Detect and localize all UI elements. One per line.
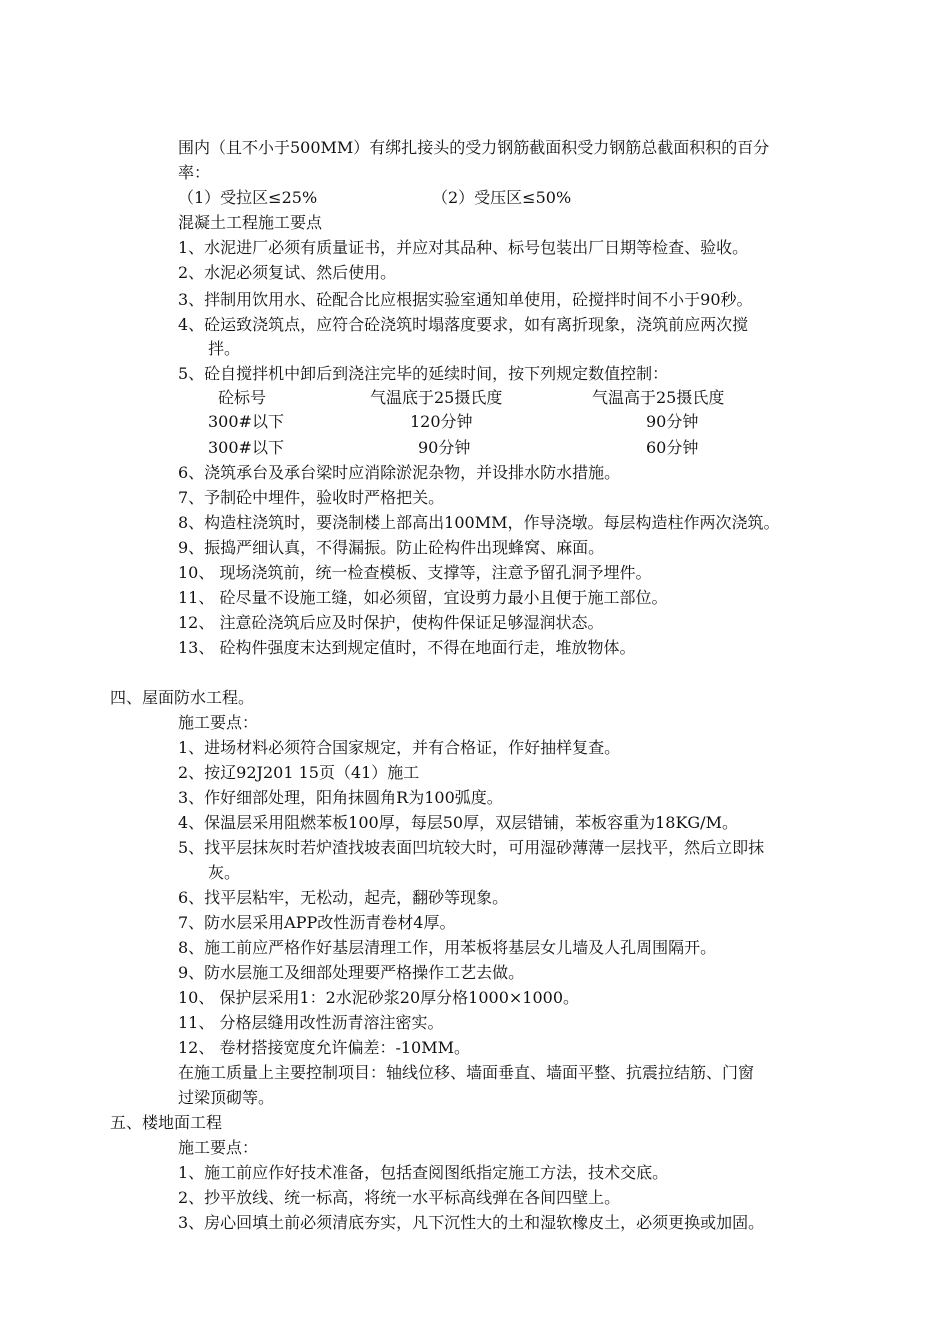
compression-zone-ratio: （2）受压区≤50% [432,188,572,207]
section-subheading: 施工要点： [178,713,259,732]
section-subheading: 施工要点： [178,1138,259,1157]
list-item-continuation: 灰。 [208,863,241,882]
table-header: 气温高于25摄氏度 [592,388,725,407]
section-heading: 混凝土工程施工要点 [178,213,323,232]
section-title: 四、屋面防水工程。 [110,688,255,707]
table-cell: 120分钟 [410,412,473,431]
list-item: 13、 砼构件强度末达到规定值时，不得在地面行走，堆放物体。 [178,638,636,657]
list-item: 9、振捣严细认真，不得漏振。防止砼构件出现蜂窝、麻面。 [178,538,605,557]
list-item: 1、施工前应作好技术准备，包括查阅图纸指定施工方法，技术交底。 [178,1163,669,1182]
table-cell: 300#以下 [208,412,284,431]
list-item: 1、水泥进厂必须有质量证书，并应对其品种、标号包装出厂日期等检查、验收。 [178,238,749,257]
list-item: 9、防水层施工及细部处理要严格操作工艺去做。 [178,963,525,982]
table-cell: 60分钟 [646,438,699,457]
list-item: 3、作好细部处理，阳角抹圆角R为100弧度。 [178,788,503,807]
list-item: 3、拌制用饮用水、砼配合比应根据实验室通知单使用，砼搅拌时间不小于90秒。 [178,290,753,309]
list-item-continuation: 拌。 [208,339,241,358]
quality-control-note: 过梁顶砌等。 [178,1088,275,1107]
list-item: 8、构造柱浇筑时，要浇制楼上部高出100MM，作导浇墩。每层构造柱作两次浇筑。 [178,513,780,532]
list-item: 7、防水层采用APP改性沥青卷材4厚。 [178,913,456,932]
list-item: 6、找平层粘牢，无松动，起壳，翻砂等现象。 [178,888,509,907]
table-cell: 90分钟 [646,412,699,431]
list-item: 2、按辽92J201 15页（41）施工 [178,763,420,782]
list-item: 6、浇筑承台及承台梁时应消除淤泥杂物，并设排水防水措施。 [178,463,621,482]
list-item: 5、找平层抹灰时若炉渣找坡表面凹坑较大时，可用湿砂薄薄一层找平，然后立即抹 [178,838,765,857]
list-item: 10、 保护层采用1：2水泥砂浆20厚分格1000×1000。 [178,988,580,1007]
continuation-line: 围内（且不小于500MM）有绑扎接头的受力钢筋截面积受力钢筋总截面积积的百分 [178,138,770,157]
list-item: 11、 砼尽量不设施工缝，如必须留，宜设剪力最小且便于施工部位。 [178,588,668,607]
list-item: 1、进场材料必须符合国家规定，并有合格证，作好抽样复查。 [178,738,621,757]
list-item: 12、 注意砼浇筑后应及时保护，使构件保证足够湿润状态。 [178,613,604,632]
list-item: 4、保温层采用阻燃苯板100厚，每层50厚，双层错铺，苯板容重为18KG/M。 [178,813,738,832]
table-cell: 300#以下 [208,438,284,457]
list-item: 8、施工前应严格作好基层清理工作，用苯板将基层女儿墙及人孔周围隔开。 [178,938,717,957]
list-item: 11、 分格层缝用改性沥青溶注密实。 [178,1013,444,1032]
table-cell: 90分钟 [418,438,471,457]
table-header: 气温底于25摄氏度 [370,388,503,407]
continuation-line: 率： [178,163,211,182]
tension-zone-ratio: （1）受拉区≤25% [178,188,318,207]
section-title: 五、楼地面工程 [110,1113,223,1132]
list-item: 12、 卷材搭接宽度允许偏差：-10MM。 [178,1038,470,1057]
list-item: 5、砼自搅拌机中卸后到浇注完毕的延续时间，按下列规定数值控制： [178,364,669,383]
list-item: 2、水泥必须复试、然后使用。 [178,263,397,282]
table-header: 砼标号 [218,388,267,407]
list-item: 4、砼运致浇筑点，应符合砼浇筑时塌落度要求，如有离折现象，浇筑前应两次搅 [178,315,749,334]
list-item: 7、予制砼中埋件，验收时严格把关。 [178,488,445,507]
quality-control-note: 在施工质量上主要控制项目：轴线位移、墙面垂直、墙面平整、抗震拉结筋、门窗 [178,1063,755,1082]
list-item: 10、 现场浇筑前，统一检查模板、支撑等，注意予留孔洞予埋件。 [178,563,652,582]
list-item: 2、抄平放线、统一标高，将统一水平标高线弹在各间四壁上。 [178,1188,621,1207]
list-item: 3、房心回填土前必须清底夯实，凡下沉性大的土和湿软橡皮土，必须更换或加固。 [178,1213,765,1232]
